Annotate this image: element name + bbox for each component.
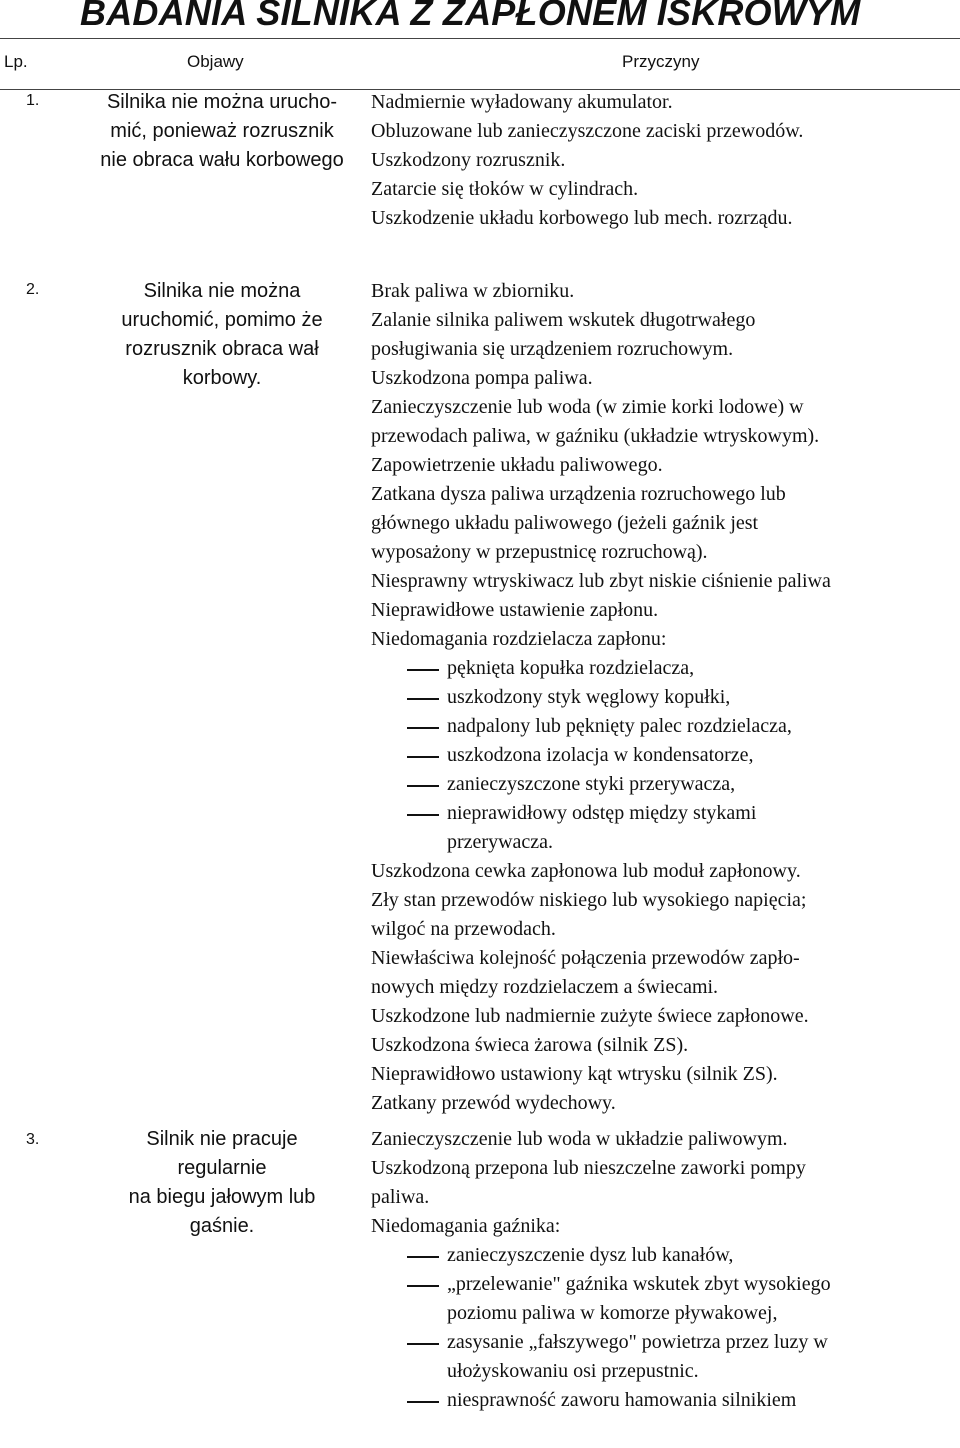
symptom-line: Silnika nie można [143, 280, 301, 302]
cause-line: Uszkodzona cewka zapłonowa lub moduł zapłonowy. [371, 860, 801, 882]
cause-line: Niedomagania rozdzielacza zapłonu: [371, 628, 667, 650]
cause-line: Zatarcie się tłoków w cylindrach. [371, 178, 639, 200]
cause-bullet-item: niesprawność zaworu hamowania silnikiem [371, 1386, 960, 1415]
cause-bullet-item: nadpalony lub pęknięty palec rozdzielacza, [371, 712, 960, 741]
cause-line: poziomu paliwa w komorze pływakowej, [447, 1302, 778, 1324]
cause-line: Nadmiernie wyładowany akumulator. [371, 91, 673, 113]
cause-line: Zapowietrzenie układu paliwowego. [371, 454, 663, 476]
cause-line: wyposażony w przepustnicę rozruchową). [371, 541, 708, 563]
row-3-number: 3. [26, 1131, 40, 1148]
cause-line: głównego układu paliwowego (jeżeli gaźnik jest [371, 512, 759, 534]
cause-line: Niewłaściwa kolejność połączenia przewodów zapło- [371, 947, 800, 969]
row-1-causes [371, 88, 960, 233]
cause-line: wilgoć na przewodach. [371, 918, 556, 940]
symptom-line: mić, ponieważ rozrusznik [110, 120, 334, 142]
cause-bullet-item: „przelewanie" gaźnika wskutek zbyt wysokiego [371, 1270, 960, 1299]
symptom-line: Silnika nie można urucho- [106, 91, 338, 113]
cause-line: Zanieczyszczenie lub woda (w zimie korki lodowe) w [371, 396, 804, 418]
cause-line: Nieprawidłowe ustawienie zapłonu. [371, 599, 659, 621]
cause-line: Uszkodzoną przepona lub nieszczelne zaworki pompy [371, 1157, 806, 1179]
cause-line: Uszkodzone lub nadmiernie zużyte świece zapłonowe. [371, 1005, 809, 1027]
cause-line: Niedomagania gaźnika: [371, 1215, 561, 1237]
cause-line: Obluzowane lub zanieczyszczone zaciski przewodów. [371, 120, 804, 142]
symptom-line: Silnik nie pracuje [146, 1128, 298, 1150]
page-title: BADANIA SILNIKA Z ZAPŁONEM ISKROWYM [80, 0, 861, 33]
cause-line: Zatkany przewód wydechowy. [371, 1092, 616, 1114]
row-3-symptom [76, 1125, 368, 1241]
cause-line: Zalanie silnika paliwem wskutek długotrwałego [371, 309, 756, 331]
cause-line: paliwa. [371, 1186, 430, 1208]
cause-bullet-item: zanieczyszczone styki przerywacza, [371, 770, 960, 799]
row-2-symptom [76, 277, 368, 393]
cause-line: przewodach paliwa, w gaźniku (układzie wtryskowym). [371, 425, 820, 447]
cause-line: Uszkodzona świeca żarowa (silnik ZS). [371, 1034, 689, 1056]
header-lp: Lp. [4, 52, 28, 71]
cause-line: ułożyskowaniu osi przepustnic. [447, 1360, 699, 1382]
row-1-number: 1. [26, 92, 40, 109]
cause-line: Niesprawny wtryskiwacz lub zbyt niskie ciśnienie paliwa [371, 570, 831, 592]
cause-bullet-item: uszkodzona izolacja w kondensatorze, [371, 741, 960, 770]
cause-line: Brak paliwa w zbiorniku. [371, 280, 575, 302]
row-2-causes [371, 277, 960, 1118]
table-header [0, 38, 960, 90]
symptom-line: gaśnie. [189, 1215, 255, 1237]
cause-bullet-item: uszkodzony styk węglowy kopułki, [371, 683, 960, 712]
cause-line: nowych między rozdzielaczem a świecami. [371, 976, 719, 998]
cause-line: Zły stan przewodów niskiego lub wysokiego napięcia; [371, 889, 807, 911]
row-1-symptom [76, 88, 368, 175]
cause-line: posługiwania się urządzeniem rozruchowym. [371, 338, 734, 360]
cause-line: Zatkana dysza paliwa urządzenia rozruchowego lub [371, 483, 786, 505]
cause-bullet-item: pęknięta kopułka rozdzielacza, [371, 654, 960, 683]
cause-line: Zanieczyszczenie lub woda w układzie paliwowym. [371, 1128, 788, 1150]
cause-line: Uszkodzona pompa paliwa. [371, 367, 593, 389]
row-2-number: 2. [26, 281, 40, 298]
cause-line: przerywacza. [447, 831, 554, 853]
cause-line: Nieprawidłowo ustawiony kąt wtrysku (silnik ZS). [371, 1063, 778, 1085]
cause-bullet-item: zanieczyszczenie dysz lub kanałów, [371, 1241, 960, 1270]
cause-bullet-item: nieprawidłowy odstęp między stykami [371, 799, 960, 828]
header-objawy: Objawy [187, 52, 244, 71]
symptom-line: uruchomić, pomimo że [121, 309, 323, 331]
symptom-line: rozrusznik obraca wał [125, 338, 319, 360]
symptom-line: korbowy. [182, 367, 262, 389]
symptom-line: na biegu jałowym lub [128, 1186, 316, 1208]
header-przyczyny: Przyczyny [622, 52, 700, 71]
cause-line: Uszkodzony rozrusznik. [371, 149, 566, 171]
cause-line: Uszkodzenie układu korbowego lub mech. rozrządu. [371, 207, 793, 229]
cause-bullet-item: zasysanie „fałszywego" powietrza przez luzy w [371, 1328, 960, 1357]
row-3-causes [371, 1125, 960, 1415]
symptom-line: nie obraca wału korbowego [100, 149, 344, 171]
symptom-line: regularnie [177, 1157, 267, 1179]
